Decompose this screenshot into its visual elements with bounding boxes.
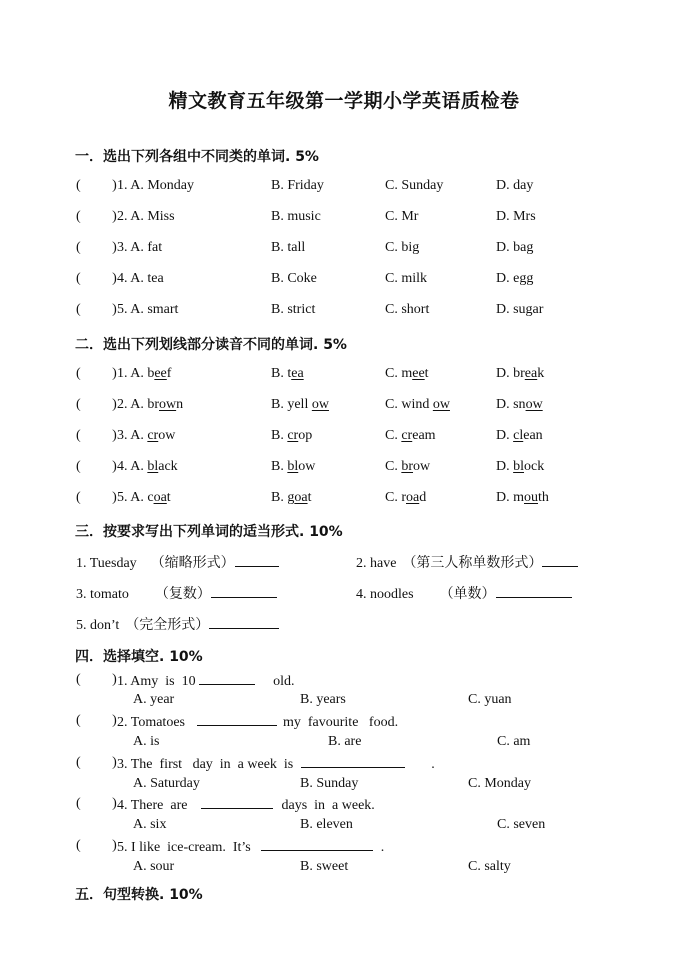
underlined-part: ow	[159, 397, 177, 412]
option-b: B. Coke	[271, 271, 317, 286]
underlined-part: ea	[291, 366, 304, 381]
option-b: B. sweet	[300, 859, 349, 874]
answer-paren: ( )	[76, 428, 117, 443]
answer-blank[interactable]	[261, 838, 373, 851]
option-a: 3. A. fat	[117, 240, 163, 255]
option-c: C. Monday	[468, 776, 531, 791]
option-b: B. yell ow	[271, 397, 329, 412]
underlined-part: bl	[513, 459, 525, 474]
underlined-part: cl	[513, 428, 524, 443]
underlined-part: ow	[311, 397, 329, 412]
word-form-item: 2. have （第三人称单数形式）	[356, 552, 578, 572]
option-b: B. years	[300, 692, 346, 707]
option-d: D. bag	[496, 240, 534, 255]
option-a: A. six	[133, 817, 167, 832]
option-b: B. crop	[271, 428, 313, 443]
option-d: D. block	[496, 459, 545, 474]
option-a: A. sour	[133, 859, 175, 874]
section-5-heading: 五．句型转换. 10%	[75, 887, 203, 903]
page-title: 精文教育五年级第一学期小学英语质检卷	[168, 90, 520, 112]
answer-blank[interactable]	[301, 755, 405, 768]
underlined-part: cr	[287, 428, 299, 443]
answer-paren: ( )	[76, 755, 117, 770]
option-b: B. eleven	[300, 817, 353, 832]
option-b: B. Friday	[271, 178, 324, 193]
option-b: B. strict	[271, 302, 316, 317]
section-3-heading: 三．按要求写出下列单词的适当形式. 10%	[75, 524, 343, 540]
underlined-part: ow	[525, 397, 543, 412]
option-a: A. Saturday	[133, 776, 200, 791]
option-d: D. Mrs	[496, 209, 536, 224]
option-c: C. Sunday	[385, 178, 444, 193]
underlined-part: ou	[524, 490, 538, 505]
option-d: D. mouth	[496, 490, 549, 505]
question-stem: 5. I like ice-cream. It’s .	[117, 840, 385, 855]
option-b: B. Sunday	[300, 776, 359, 791]
answer-paren: ( )	[76, 490, 117, 505]
option-a: 2. A. Miss	[117, 209, 175, 224]
option-c: C. milk	[385, 271, 428, 286]
answer-blank[interactable]	[201, 796, 273, 809]
option-a: 4. A. tea	[117, 271, 164, 286]
option-b: B. blow	[271, 459, 316, 474]
word-form-item: 1. Tuesday （缩略形式）	[76, 552, 279, 572]
option-a: 4. A. black	[117, 459, 178, 474]
question-stem: 4. There are days in a week.	[117, 798, 375, 813]
option-c: C. brow	[385, 459, 431, 474]
answer-blank[interactable]	[197, 713, 277, 726]
option-b: B. tall	[271, 240, 306, 255]
option-c: C. seven	[497, 817, 546, 832]
answer-blank[interactable]	[496, 585, 572, 598]
answer-blank[interactable]	[211, 585, 277, 598]
answer-blank[interactable]	[235, 554, 279, 567]
answer-blank[interactable]	[199, 672, 255, 685]
underlined-part: br	[401, 459, 414, 474]
option-b: B. goat	[271, 490, 312, 505]
section-2-heading: 二．选出下列划线部分读音不同的单词. 5%	[75, 337, 347, 353]
underlined-part: oa	[153, 490, 167, 505]
option-d: D. day	[496, 178, 534, 193]
option-d: D. snow	[496, 397, 543, 412]
question-stem: 2. Tomatoes my favourite food.	[117, 715, 399, 730]
option-a: 5. A. smart	[117, 302, 179, 317]
section-4-heading: 四．选择填空. 10%	[75, 649, 203, 665]
underlined-part: ee	[412, 366, 425, 381]
option-d: D. break	[496, 366, 545, 381]
option-c: C. wind ow	[385, 397, 450, 412]
option-a: A. is	[133, 734, 160, 749]
question-stem: 3. The first day in a week is .	[117, 757, 435, 772]
underlined-part: ee	[154, 366, 167, 381]
word-form-item: 4. noodles （单数）	[356, 583, 572, 603]
answer-paren: ( )	[76, 302, 117, 317]
option-a: 1. A. Monday	[117, 178, 194, 193]
underlined-part: oa	[406, 490, 420, 505]
option-a: 2. A. brown	[117, 397, 184, 412]
answer-paren: ( )	[76, 672, 117, 687]
answer-paren: ( )	[76, 178, 117, 193]
option-d: D. clean	[496, 428, 543, 443]
underlined-part: bl	[287, 459, 299, 474]
option-c: C. am	[497, 734, 531, 749]
answer-paren: ( )	[76, 240, 117, 255]
option-d: D. sugar	[496, 302, 544, 317]
option-c: C. meet	[385, 366, 429, 381]
option-a: 3. A. crow	[117, 428, 176, 443]
word-form-item: 5. don’t （完全形式）	[76, 614, 279, 634]
answer-paren: ( )	[76, 713, 117, 728]
answer-paren: ( )	[76, 397, 117, 412]
option-a: 1. A. beef	[117, 366, 172, 381]
underlined-part: cr	[401, 428, 413, 443]
option-c: C. Mr	[385, 209, 419, 224]
question-stem: 1. Amy is 10 old.	[117, 674, 295, 689]
answer-paren: ( )	[76, 366, 117, 381]
answer-paren: ( )	[76, 796, 117, 811]
option-b: B. are	[328, 734, 362, 749]
option-b: B. tea	[271, 366, 304, 381]
underlined-part: oa	[294, 490, 308, 505]
answer-paren: ( )	[76, 838, 117, 853]
answer-paren: ( )	[76, 271, 117, 286]
option-a: 5. A. coat	[117, 490, 171, 505]
answer-blank[interactable]	[542, 554, 578, 567]
option-c: C. big	[385, 240, 420, 255]
underlined-part: ow	[432, 397, 450, 412]
answer-blank[interactable]	[209, 616, 279, 629]
option-b: B. music	[271, 209, 321, 224]
underlined-part: bl	[147, 459, 159, 474]
option-c: C. cream	[385, 428, 436, 443]
option-d: D. egg	[496, 271, 534, 286]
answer-paren: ( )	[76, 209, 117, 224]
underlined-part: cr	[147, 428, 159, 443]
word-form-item: 3. tomato （复数）	[76, 583, 277, 603]
option-c: C. salty	[468, 859, 511, 874]
section-1-heading: 一．选出下列各组中不同类的单词. 5%	[75, 149, 319, 165]
option-a: A. year	[133, 692, 175, 707]
option-c: C. short	[385, 302, 430, 317]
option-c: C. road	[385, 490, 427, 505]
underlined-part: ea	[524, 366, 538, 381]
option-c: C. yuan	[468, 692, 512, 707]
answer-paren: ( )	[76, 459, 117, 474]
